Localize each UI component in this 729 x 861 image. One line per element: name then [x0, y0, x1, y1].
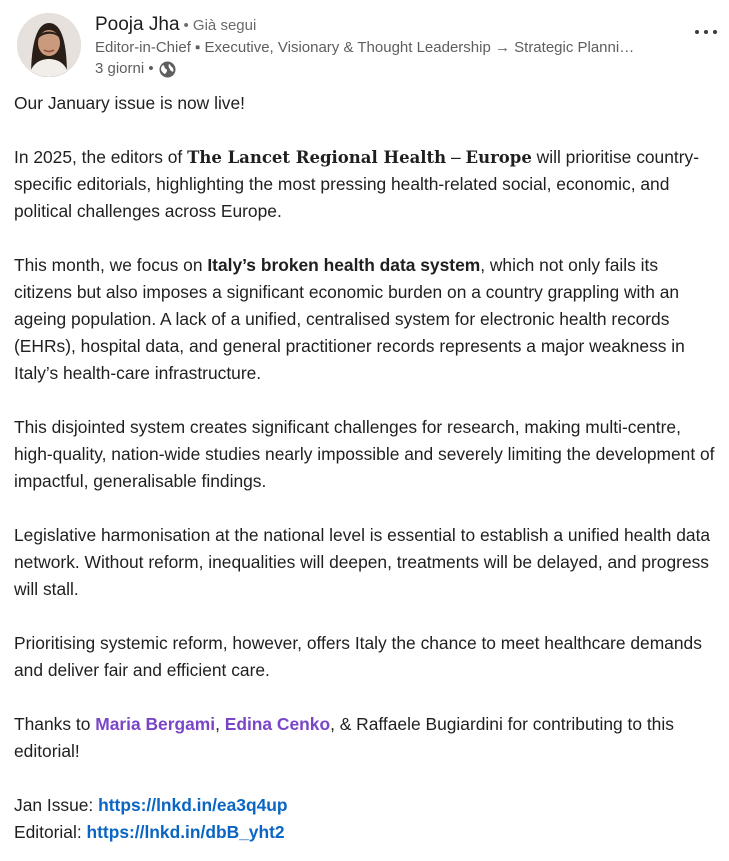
more-options-button[interactable]: [691, 20, 721, 44]
mention-edina-cenko[interactable]: Edina Cenko: [224, 714, 331, 734]
author-meta: [95, 12, 685, 80]
text-segment: In 2025, the editors of: [14, 147, 188, 167]
post-header: [15, 12, 715, 80]
focus-topic: Italy’s broken health data system: [207, 255, 481, 275]
paragraph-intro: Our January issue is now live!: [14, 93, 246, 113]
name-line: [95, 12, 685, 38]
paragraph-thanks: [14, 711, 720, 765]
text-segment: , which not only fails its citizens but also imposes a significant economic burden on a country grappling with an ageing population. A lack of a unified, centralised system for electronic health records (EHRs), hospital data, and general practitioner records represents a major weakness in Italy’s health-care infrastructure.: [14, 255, 685, 383]
more-icon: [691, 20, 721, 44]
paragraph-focus: [14, 252, 720, 387]
post-time-line: [95, 58, 685, 80]
post-time: 3 giorni •: [95, 60, 154, 77]
globe-icon: [159, 61, 176, 78]
issue-label: Jan Issue:: [14, 795, 99, 815]
paragraph-2025-plan: [14, 144, 720, 225]
text-segment: ,: [215, 714, 225, 734]
text-segment: , & Raffaele Bugiardini for contributing to this editorial!: [14, 714, 674, 761]
text-segment: –: [446, 147, 466, 167]
avatar[interactable]: [17, 13, 81, 77]
editorial-label: Editorial:: [14, 822, 87, 842]
editorial-link[interactable]: https://lnkd.in/dbB_yht2: [86, 822, 285, 842]
avatar-image: [17, 13, 81, 77]
text-segment: Thanks to: [14, 714, 96, 734]
issue-link[interactable]: https://lnkd.in/ea3q4up: [98, 795, 288, 815]
following-status: • Già segui: [183, 17, 257, 34]
journal-region: Europe: [465, 148, 532, 167]
mention-maria-bergami[interactable]: Maria Bergami: [95, 714, 216, 734]
author-name[interactable]: Pooja Jha: [95, 14, 180, 35]
journal-name: The Lancet Regional Health: [187, 148, 447, 167]
paragraph-legislation: Legislative harmonisation at the national level is essential to establish a unified health data network. Without reform, inequalities will deepen, treatments will be delayed, and progress will stall.: [14, 525, 711, 599]
text-segment: This month, we focus on: [14, 255, 208, 275]
paragraph-research: This disjointed system creates significant challenges for research, making multi-centre, high-quality, nation-wide studies nearly impossible and severely limiting the development of impactful, generalisable findings.: [14, 417, 715, 491]
text-segment: will prioritise country-specific editorials, highlighting the most pressing health-related social, economic, and political challenges across Europe.: [14, 147, 700, 221]
paragraph-reform: Prioritising systemic reform, however, offers Italy the chance to meet healthcare demands and deliver fair and efficient care.: [14, 633, 702, 680]
author-headline: Editor-in-Chief ▪ Executive, Visionary & Thought Leadership → Strategic Planni…: [95, 39, 635, 56]
post-body: [14, 90, 720, 846]
paragraph-links: [14, 792, 720, 846]
